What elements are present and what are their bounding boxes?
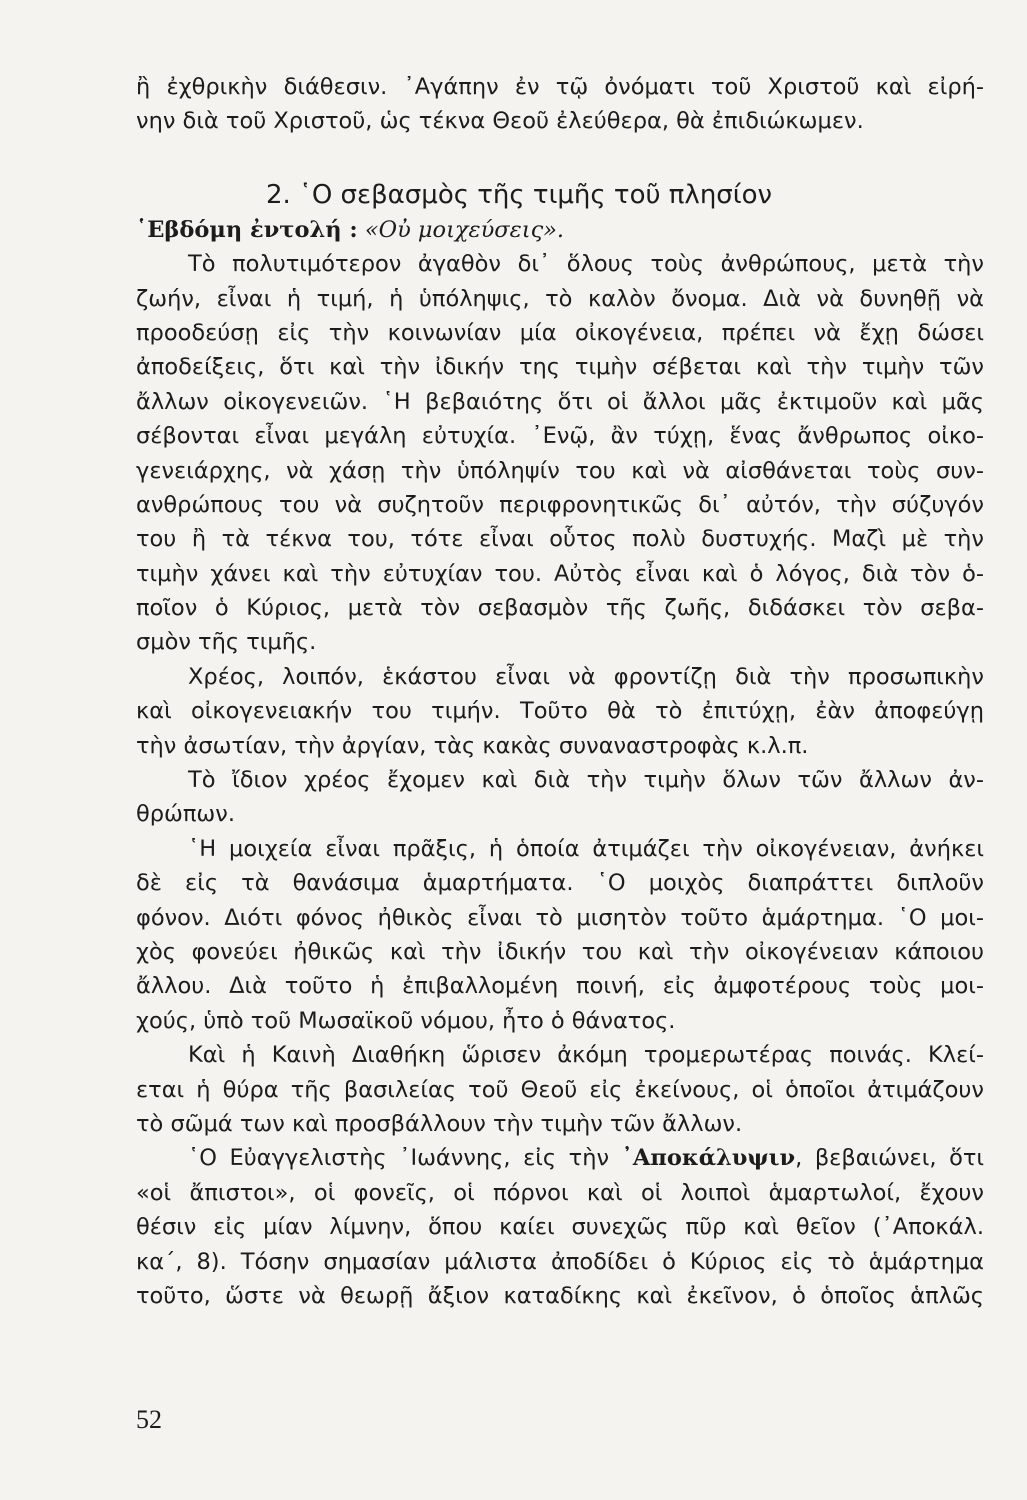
text-line: χούς, ὑπὸ τοῦ Μωσαϊκοῦ νόμου, ἦτο ὁ θάνατος. [136, 1007, 676, 1034]
text-line: Καὶ ἡ Καινὴ Διαθήκη ὥρισεν ἀκόμη τρομερωτέρας ποινάς. Κλεί- [188, 1042, 984, 1069]
page-body-text [136, 70, 984, 1313]
text-line: γενειάρχης, νὰ χάσῃ τὴν ὑπόληψίν του καὶ νὰ αἰσθάνεται τοὺς συν- [136, 457, 984, 484]
text-line: τὴν ἀσωτίαν, τὴν ἀργίαν, τὰς κακὰς συναναστροφὰς κ.λ.π. [136, 732, 809, 759]
section-number: 2. [266, 179, 291, 210]
text-line: Χρέος, λοιπόν, ἑκάστου εἶναι νὰ φροντίζῃ διὰ τὴν προσωπικὴν [188, 663, 984, 690]
commandment-label: ῾Εβδόμη ἐντολή : [136, 216, 358, 243]
text-run: ῾Ο Εὐαγγελιστὴς ᾿Ιωάννης, εἰς τὴν [188, 1145, 610, 1172]
text-line: ζωήν, εἶναι ἡ τιμή, ἡ ὑπόληψις, τὸ καλὸν ὄνομα. Διὰ νὰ δυνηθῇ νὰ [136, 285, 984, 312]
text-line: καὶ οἰκογενειακήν του τιμήν. Τοῦτο θὰ τὸ ἐπιτύχῃ, ἐὰν ἀποφεύγῃ [136, 698, 984, 725]
text-line: χὸς φονεύει ἠθικῶς καὶ τὴν ἰδικήν του καὶ τὴν οἰκογένειαν κάποιου [136, 938, 984, 965]
text-line: φόνον. Διότι φόνος ἠθικὸς εἶναι τὸ μισητὸν τοῦτο ἁμάρτημα. ῾Ο μοι- [136, 904, 984, 931]
text-line: νην διὰ τοῦ Χριστοῦ, ὡς τέκνα Θεοῦ ἐλεύθερα, θὰ ἐπιδιώκωμεν. [136, 108, 864, 135]
text-line: Τὸ ἴδιον χρέος ἔχομεν καὶ διὰ τὴν τιμὴν ὅλων τῶν ἄλλων ἀν- [188, 767, 984, 794]
text-line: ἀποδείξεις, ὅτι καὶ τὴν ἰδικήν της τιμὴν σέβεται καὶ τὴν τιμὴν τῶν [136, 354, 984, 381]
text-line: ἄλλου. Διὰ τοῦτο ἡ ἐπιβαλλομένη ποινή, εἰς ἀμφοτέρους τοὺς μοι- [136, 973, 984, 1000]
text-line [136, 1141, 984, 1175]
text-line: τιμὴν χάνει καὶ τὴν εὐτυχίαν του. Αὐτὸς εἶναι καὶ ὁ λόγος, διὰ τὸν ὁ- [136, 560, 984, 587]
text-line: θρώπων. [136, 801, 235, 828]
section-title: ῾Ο σεβασμὸς τῆς τιμῆς τοῦ πλησίον [298, 179, 773, 210]
book-title-apocalypse: ᾿Αποκάλυψιν [621, 1145, 796, 1172]
text-line: ἄλλων οἰκογενειῶν. ῾Η βεβαιότης ὅτι οἱ ἄλλοι μᾶς ἐκτιμοῦν καὶ μᾶς [136, 388, 984, 415]
page-number: 52 [136, 1405, 162, 1434]
text-line: σμὸν τῆς τιμῆς. [136, 629, 317, 656]
commandment-line [136, 213, 984, 247]
text-line: προοδεύσῃ εἰς τὴν κοινωνίαν μία οἰκογένεια, πρέπει νὰ ἔχῃ δώσει [136, 319, 984, 346]
commandment-text: «Οὐ μοιχεύσεις». [364, 216, 565, 243]
text-run: , βεβαιώνει, ὅτι [795, 1145, 984, 1172]
text-line: εται ἡ θύρα τῆς βασιλείας τοῦ Θεοῦ εἰς ἐκείνους, οἱ ὁποῖοι ἀτιμάζουν [136, 1076, 984, 1103]
text-line: τὸ σῶμά των καὶ προσβάλλουν τὴν τιμὴν τῶν ἄλλων. [136, 1110, 743, 1137]
section-heading [136, 177, 984, 213]
text-line: ποῖον ὁ Κύριος, μετὰ τὸν σεβασμὸν τῆς ζωῆς, διδάσκει τὸν σεβα- [136, 595, 984, 622]
text-line: του ἢ τὰ τέκνα του, τότε εἶναι οὗτος πολὺ δυστυχής. Μαζὶ μὲ τὴν [136, 526, 984, 553]
text-line: ἢ ἐχθρικὴν διάθεσιν. ᾿Αγάπην ἐν τῷ ὀνόματι τοῦ Χριστοῦ καὶ εἰρή- [136, 74, 984, 100]
text-line: τοῦτο, ὥστε νὰ θεωρῇ ἄξιον καταδίκης καὶ ἐκεῖνον, ὁ ὁποῖος ἁπλῶς [136, 1282, 984, 1309]
text-line: Τὸ πολυτιμότερον ἀγαθὸν δι᾿ ὅλους τοὺς ἀνθρώπους, μετὰ τὴν [188, 251, 984, 278]
text-line: κα΄, 8). Τόσην σημασίαν μάλιστα ἀποδίδει ὁ Κύριος εἰς τὸ ἁμάρτημα [136, 1248, 984, 1275]
text-line: ῾Η μοιχεία εἶναι πρᾶξις, ἡ ὁποία ἀτιμάζει τὴν οἰκογένειαν, ἀνήκει [188, 835, 984, 862]
text-line: «οἱ ἄπιστοι», οἱ φονεῖς, οἱ πόρνοι καὶ οἱ λοιποὶ ἁμαρτωλοί, ἔχουν [136, 1179, 984, 1206]
text-line: δὲ εἰς τὰ θανάσιμα ἁμαρτήματα. ῾Ο μοιχὸς διαπράττει διπλοῦν [136, 870, 984, 897]
text-line: θέσιν εἰς μίαν λίμνην, ὅπου καίει συνεχῶς πῦρ καὶ θεῖον (᾿Αποκάλ. [136, 1214, 984, 1241]
text-line: σέβονται εἶναι μεγάλη εὐτυχία. ᾿Ενῷ, ἂν τύχῃ, ἕνας ἄνθρωπος οἰκο- [136, 423, 984, 450]
text-line: ανθρώπους του νὰ συζητοῦν περιφρονητικῶς δι᾿ αὐτόν, τὴν σύζυγόν [136, 491, 984, 518]
